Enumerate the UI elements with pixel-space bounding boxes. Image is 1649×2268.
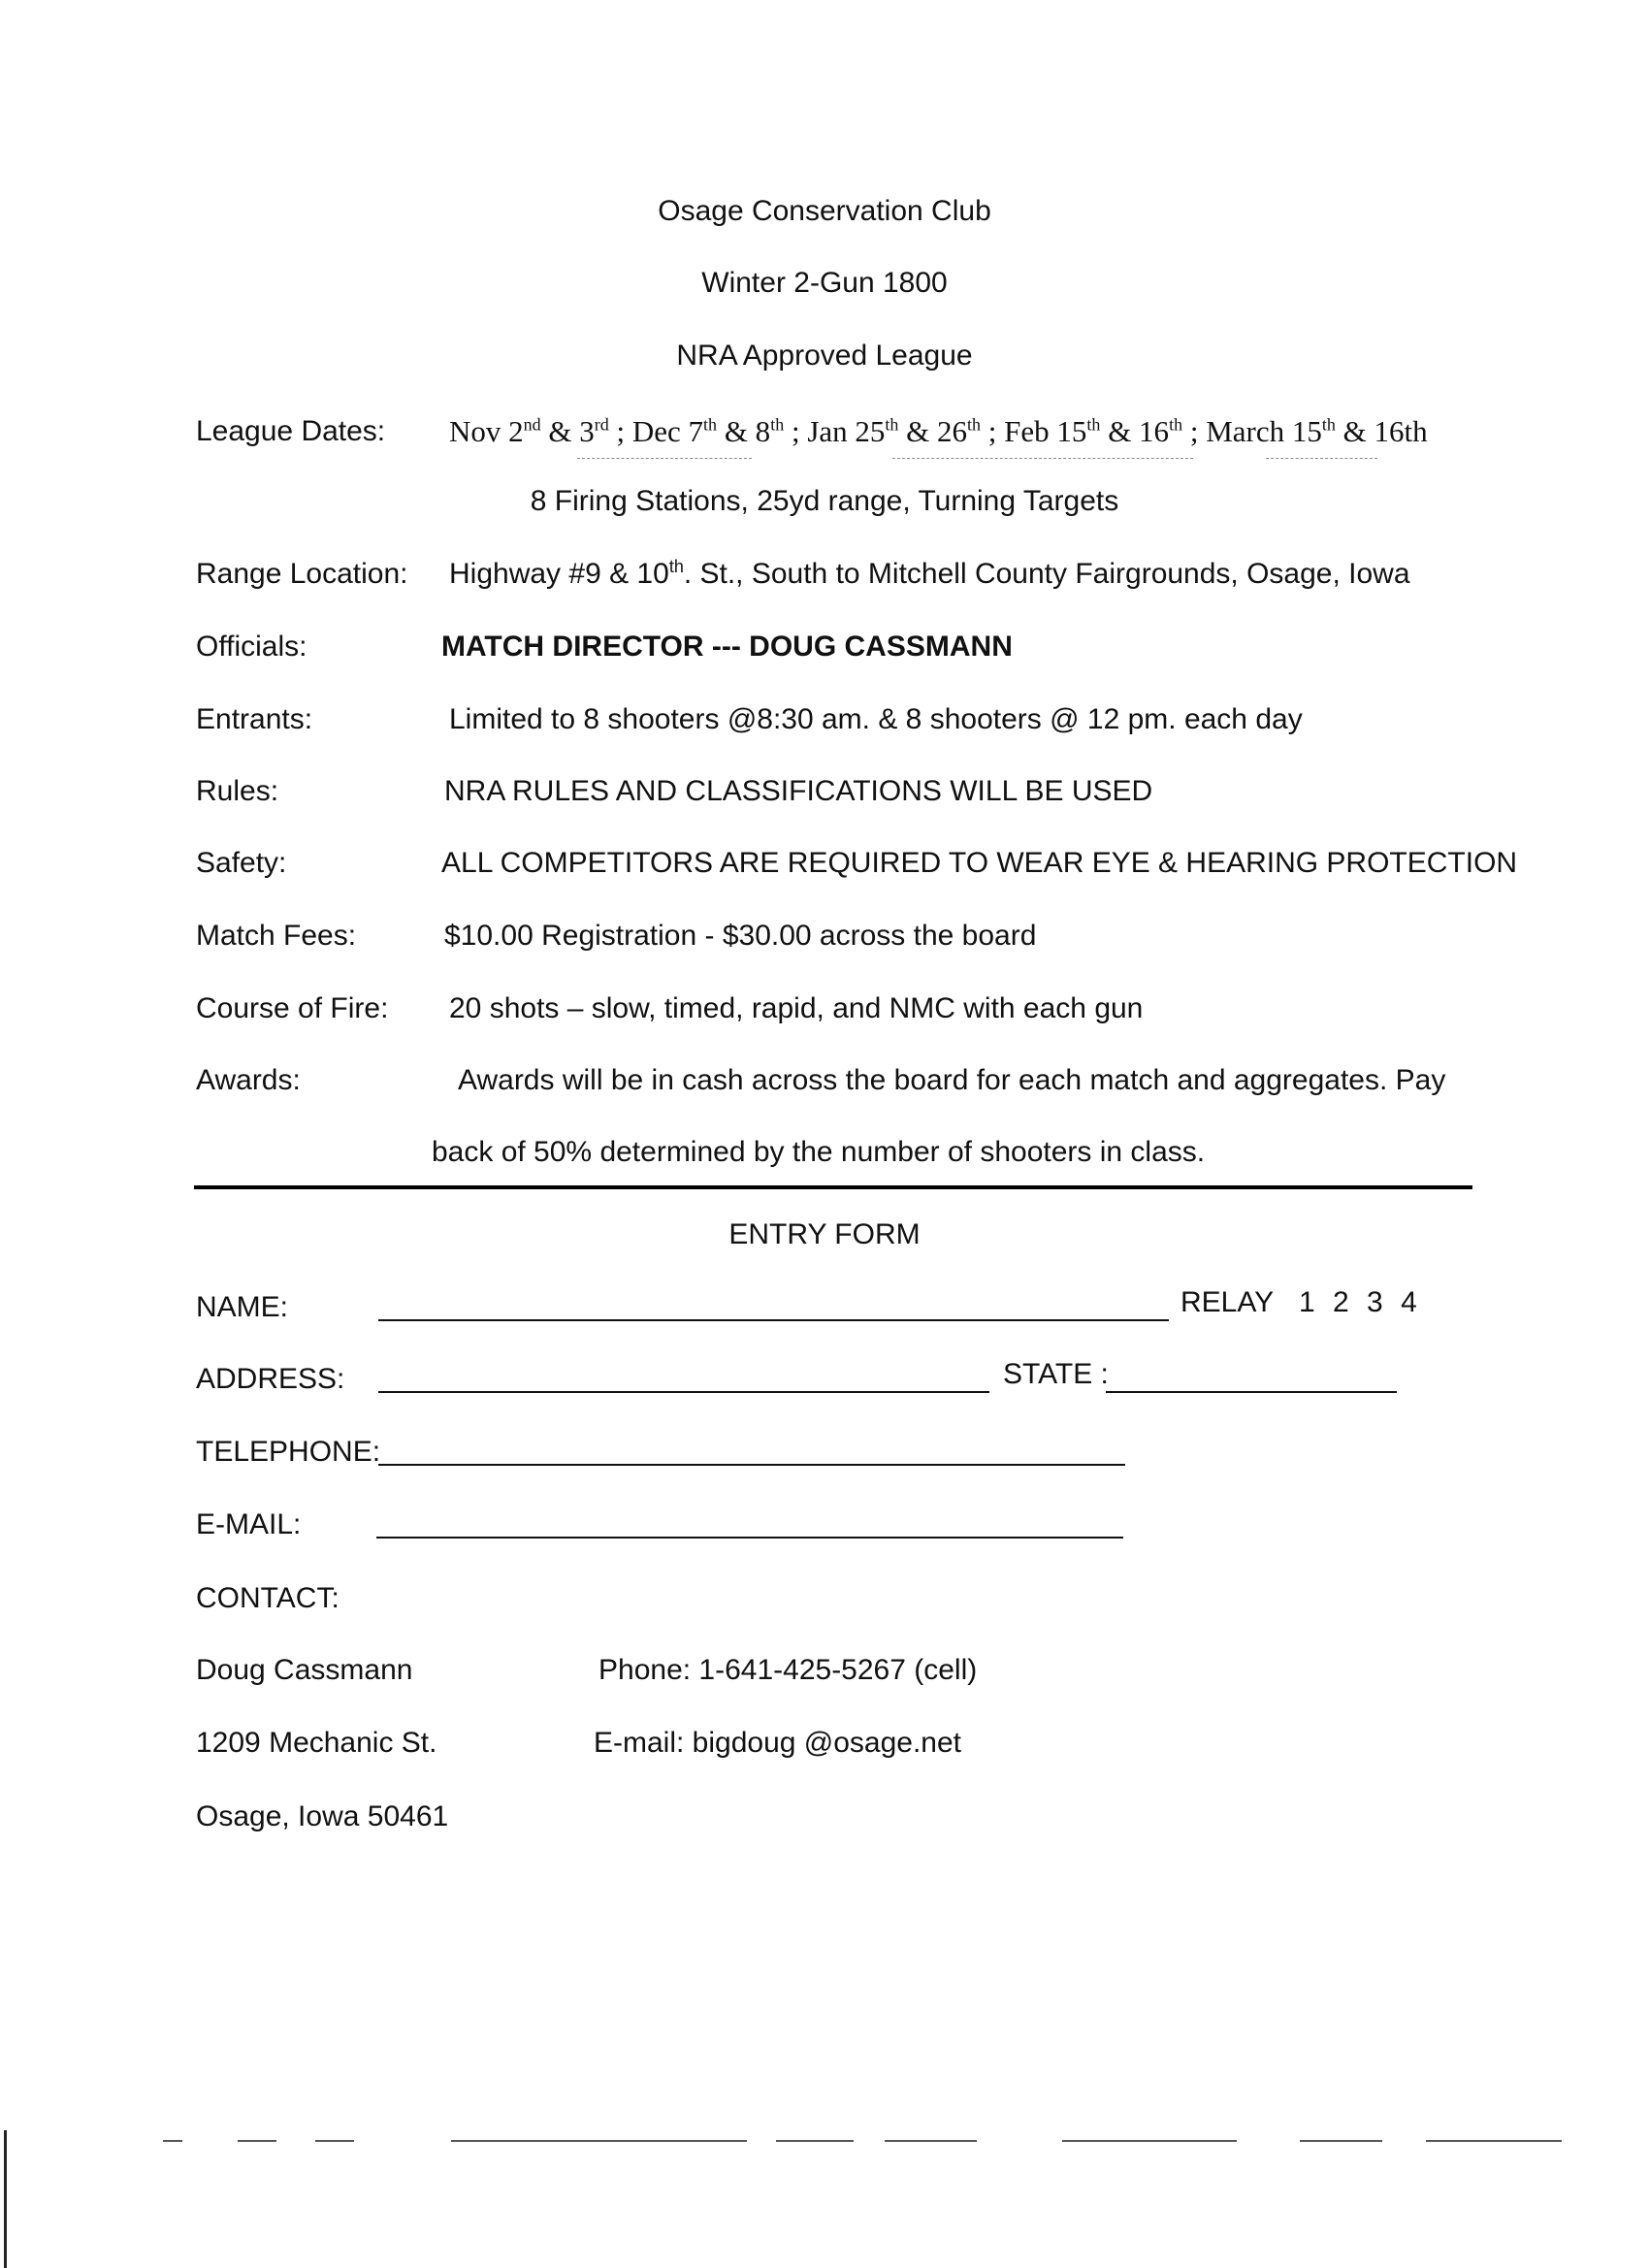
entrants-value: Limited to 8 shooters @8:30 am. & 8 shooters @ 12 pm. each day xyxy=(449,703,1303,735)
awards-row xyxy=(0,1059,1649,1102)
league-type: NRA Approved League xyxy=(676,340,973,372)
scan-artifact-dash xyxy=(885,2140,977,2142)
range-location-value: Highway #9 & 10th. St., South to Mitchell County Fairgrounds, Osage, Iowa xyxy=(449,557,1410,590)
scan-artifact-dash xyxy=(315,2140,354,2142)
contact-street: 1209 Mechanic St. xyxy=(196,1727,437,1759)
awards-line-1: Awards will be in cash across the board for each match and aggregates. Pay xyxy=(458,1064,1446,1096)
address-row xyxy=(0,1358,1649,1401)
officials-label: Officials: xyxy=(196,631,307,663)
contact-city-row xyxy=(0,1796,1649,1838)
course-of-fire-row xyxy=(0,988,1649,1030)
range-location-row xyxy=(0,553,1649,596)
safety-label: Safety: xyxy=(196,847,287,879)
scan-edge-mark xyxy=(4,2130,7,2268)
match-fees-row xyxy=(0,915,1649,957)
scan-artifact-dash xyxy=(163,2140,182,2142)
contact-street-row xyxy=(0,1722,1649,1765)
scan-artifact-dash xyxy=(1300,2140,1382,2142)
match-fees-value: $10.00 Registration - $30.00 across the board xyxy=(444,920,1037,952)
relay-option-1[interactable]: 1 xyxy=(1298,1286,1315,1318)
contact-email: E-mail: bigdoug @osage.net xyxy=(594,1727,962,1759)
relay-option-4[interactable]: 4 xyxy=(1401,1286,1417,1318)
contact-label: CONTACT: xyxy=(196,1582,340,1614)
state-label: STATE : xyxy=(1003,1358,1109,1390)
entry-form-title: ENTRY FORM xyxy=(728,1218,921,1250)
telephone-field[interactable] xyxy=(378,1464,1125,1466)
league-dates-label: League Dates: xyxy=(196,415,386,447)
relay-option-3[interactable]: 3 xyxy=(1367,1286,1383,1318)
contact-city: Osage, Iowa 50461 xyxy=(196,1800,449,1832)
rules-label: Rules: xyxy=(196,775,279,807)
name-label: NAME: xyxy=(196,1291,289,1323)
awards-line-2: back of 50% determined by the number of shooters in class. xyxy=(432,1136,1206,1168)
address-field[interactable] xyxy=(378,1391,989,1393)
email-label: E-MAIL: xyxy=(196,1508,302,1540)
section-divider xyxy=(194,1185,1472,1189)
range-location-label: Range Location: xyxy=(196,558,408,590)
relay-selector xyxy=(1180,1286,1417,1319)
event-title: Winter 2-Gun 1800 xyxy=(701,267,948,299)
relay-label: RELAY xyxy=(1180,1286,1274,1318)
league-dates-row xyxy=(0,410,1649,453)
contact-name-row xyxy=(0,1649,1649,1692)
contact-phone: Phone: 1-641-425-5267 (cell) xyxy=(598,1654,978,1686)
safety-value: ALL COMPETITORS ARE REQUIRED TO WEAR EYE & HEARING PROTECTION xyxy=(441,847,1518,879)
scan-artifact-dash xyxy=(1426,2140,1562,2142)
rules-row xyxy=(0,770,1649,813)
officials-row xyxy=(0,626,1649,668)
contact-row xyxy=(0,1577,1649,1620)
league-dates-value: Nov 2nd & 3rd ; Dec 7th & 8th ; Jan 25th & 26th ; Feb 15th & 16th ; March 15th & 16th xyxy=(449,414,1428,448)
club-name: Osage Conservation Club xyxy=(658,195,991,227)
relay-option-2[interactable]: 2 xyxy=(1333,1286,1349,1318)
stations-line: 8 Firing Stations, 25yd range, Turning Targets xyxy=(530,485,1119,517)
contact-name: Doug Cassmann xyxy=(196,1654,413,1686)
entrants-label: Entrants: xyxy=(196,703,313,735)
scan-artifact-dash xyxy=(1062,2140,1237,2142)
course-of-fire-value: 20 shots – slow, timed, rapid, and NMC with each gun xyxy=(449,992,1144,1024)
awards-label: Awards: xyxy=(196,1064,301,1096)
scan-artifact-dash xyxy=(451,2140,747,2142)
email-row xyxy=(0,1504,1649,1546)
rules-value: NRA RULES AND CLASSIFICATIONS WILL BE USED xyxy=(444,775,1153,807)
telephone-row xyxy=(0,1431,1649,1474)
telephone-label: TELEPHONE: xyxy=(196,1436,381,1468)
address-label: ADDRESS: xyxy=(196,1363,345,1395)
name-field[interactable] xyxy=(378,1319,1169,1321)
email-field[interactable] xyxy=(376,1537,1123,1539)
state-field[interactable] xyxy=(1106,1391,1397,1393)
safety-row xyxy=(0,842,1649,885)
course-of-fire-label: Course of Fire: xyxy=(196,992,389,1024)
awards-row-continued xyxy=(0,1131,1649,1174)
officials-value: MATCH DIRECTOR --- DOUG CASSMANN xyxy=(441,631,1013,663)
scan-artifact-dash xyxy=(238,2140,276,2142)
entrants-row xyxy=(0,698,1649,741)
scan-artifact-dash xyxy=(776,2140,854,2142)
scan-underline-mark xyxy=(577,458,752,459)
scan-underline-mark xyxy=(1266,458,1377,459)
match-fees-label: Match Fees: xyxy=(196,920,357,952)
scan-underline-mark xyxy=(892,458,1193,459)
